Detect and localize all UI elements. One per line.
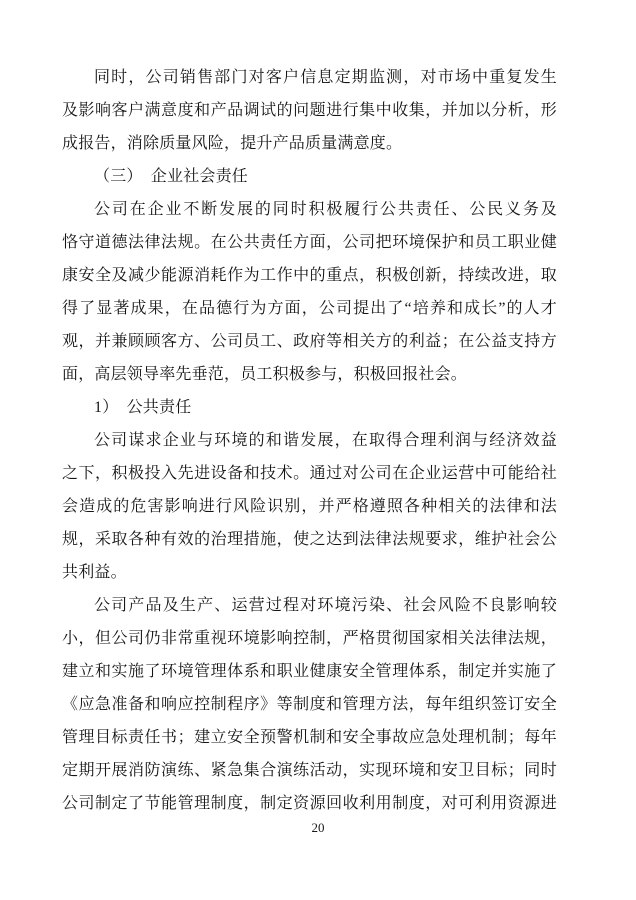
document-line: 成报告，消除质量风险，提升产品质量满意度。	[62, 135, 403, 152]
document-line: 定期开展消防演练、紧急集合演练活动，实现环境和安卫目标；同时	[62, 762, 557, 779]
document-line: 之下，积极投入先进设备和技术。通过对公司在企业运营中可能给社	[62, 465, 557, 482]
page-number: 20	[311, 820, 325, 835]
document-line: 同时，公司销售部门对客户信息定期监测，对市场中重复发生	[94, 69, 557, 86]
document-line: 公司谋求企业与环境的和谐发展，在取得合理利润与经济效益	[94, 432, 557, 449]
document-line: 管理目标责任书；建立安全预警机制和安全事故应急处理机制；每年	[62, 729, 557, 746]
document-line: 小，但公司仍非常重视环境影响控制，严格贯彻国家相关法律法规，	[62, 630, 557, 647]
document-line: 及影响客户满意度和产品调试的问题进行集中收集，并加以分析，形	[62, 102, 557, 119]
document-line: 得了显著成果，在品德行为方面，公司提出了“培养和成长”的人才	[62, 300, 557, 317]
document-line: 建立和实施了环境管理体系和职业健康安全管理体系，制定并实施了	[62, 663, 557, 680]
document-line: 共利益。	[62, 564, 127, 581]
section-heading: （三） 企业社会责任	[94, 168, 249, 185]
document-text-block	[62, 61, 557, 820]
document-line: 面，高层领导率先垂范，员工积极参与，积极回报社会。	[62, 366, 468, 383]
document-line: 规，采取各种有效的治理措施，使之达到法律法规要求，维护社会公	[62, 531, 557, 548]
document-line: 公司制定了节能管理制度，制定资源回收利用制度，对可利用资源进	[62, 795, 557, 812]
subsection-heading: 1） 公共责任	[94, 399, 192, 416]
document-line: 恪守道德法律法规。在公共责任方面，公司把环境保护和员工职业健	[62, 234, 557, 251]
document-line: 康安全及减少能源消耗作为工作中的重点，积极创新，持续改进，取	[62, 267, 557, 284]
document-line: 《应急准备和响应控制程序》等制度和管理方法，每年组织签订安全	[62, 696, 557, 713]
document-line: 公司产品及生产、运营过程对环境污染、社会风险不良影响较	[94, 597, 557, 614]
document-line: 公司在企业不断发展的同时积极履行公共责任、公民义务及	[94, 201, 557, 218]
document-line: 观，并兼顾顾客方、公司员工、政府等相关方的利益；在公益支持方	[62, 333, 557, 350]
document-line: 会造成的危害影响进行风险识别，并严格遵照各种相关的法律和法	[62, 498, 557, 515]
